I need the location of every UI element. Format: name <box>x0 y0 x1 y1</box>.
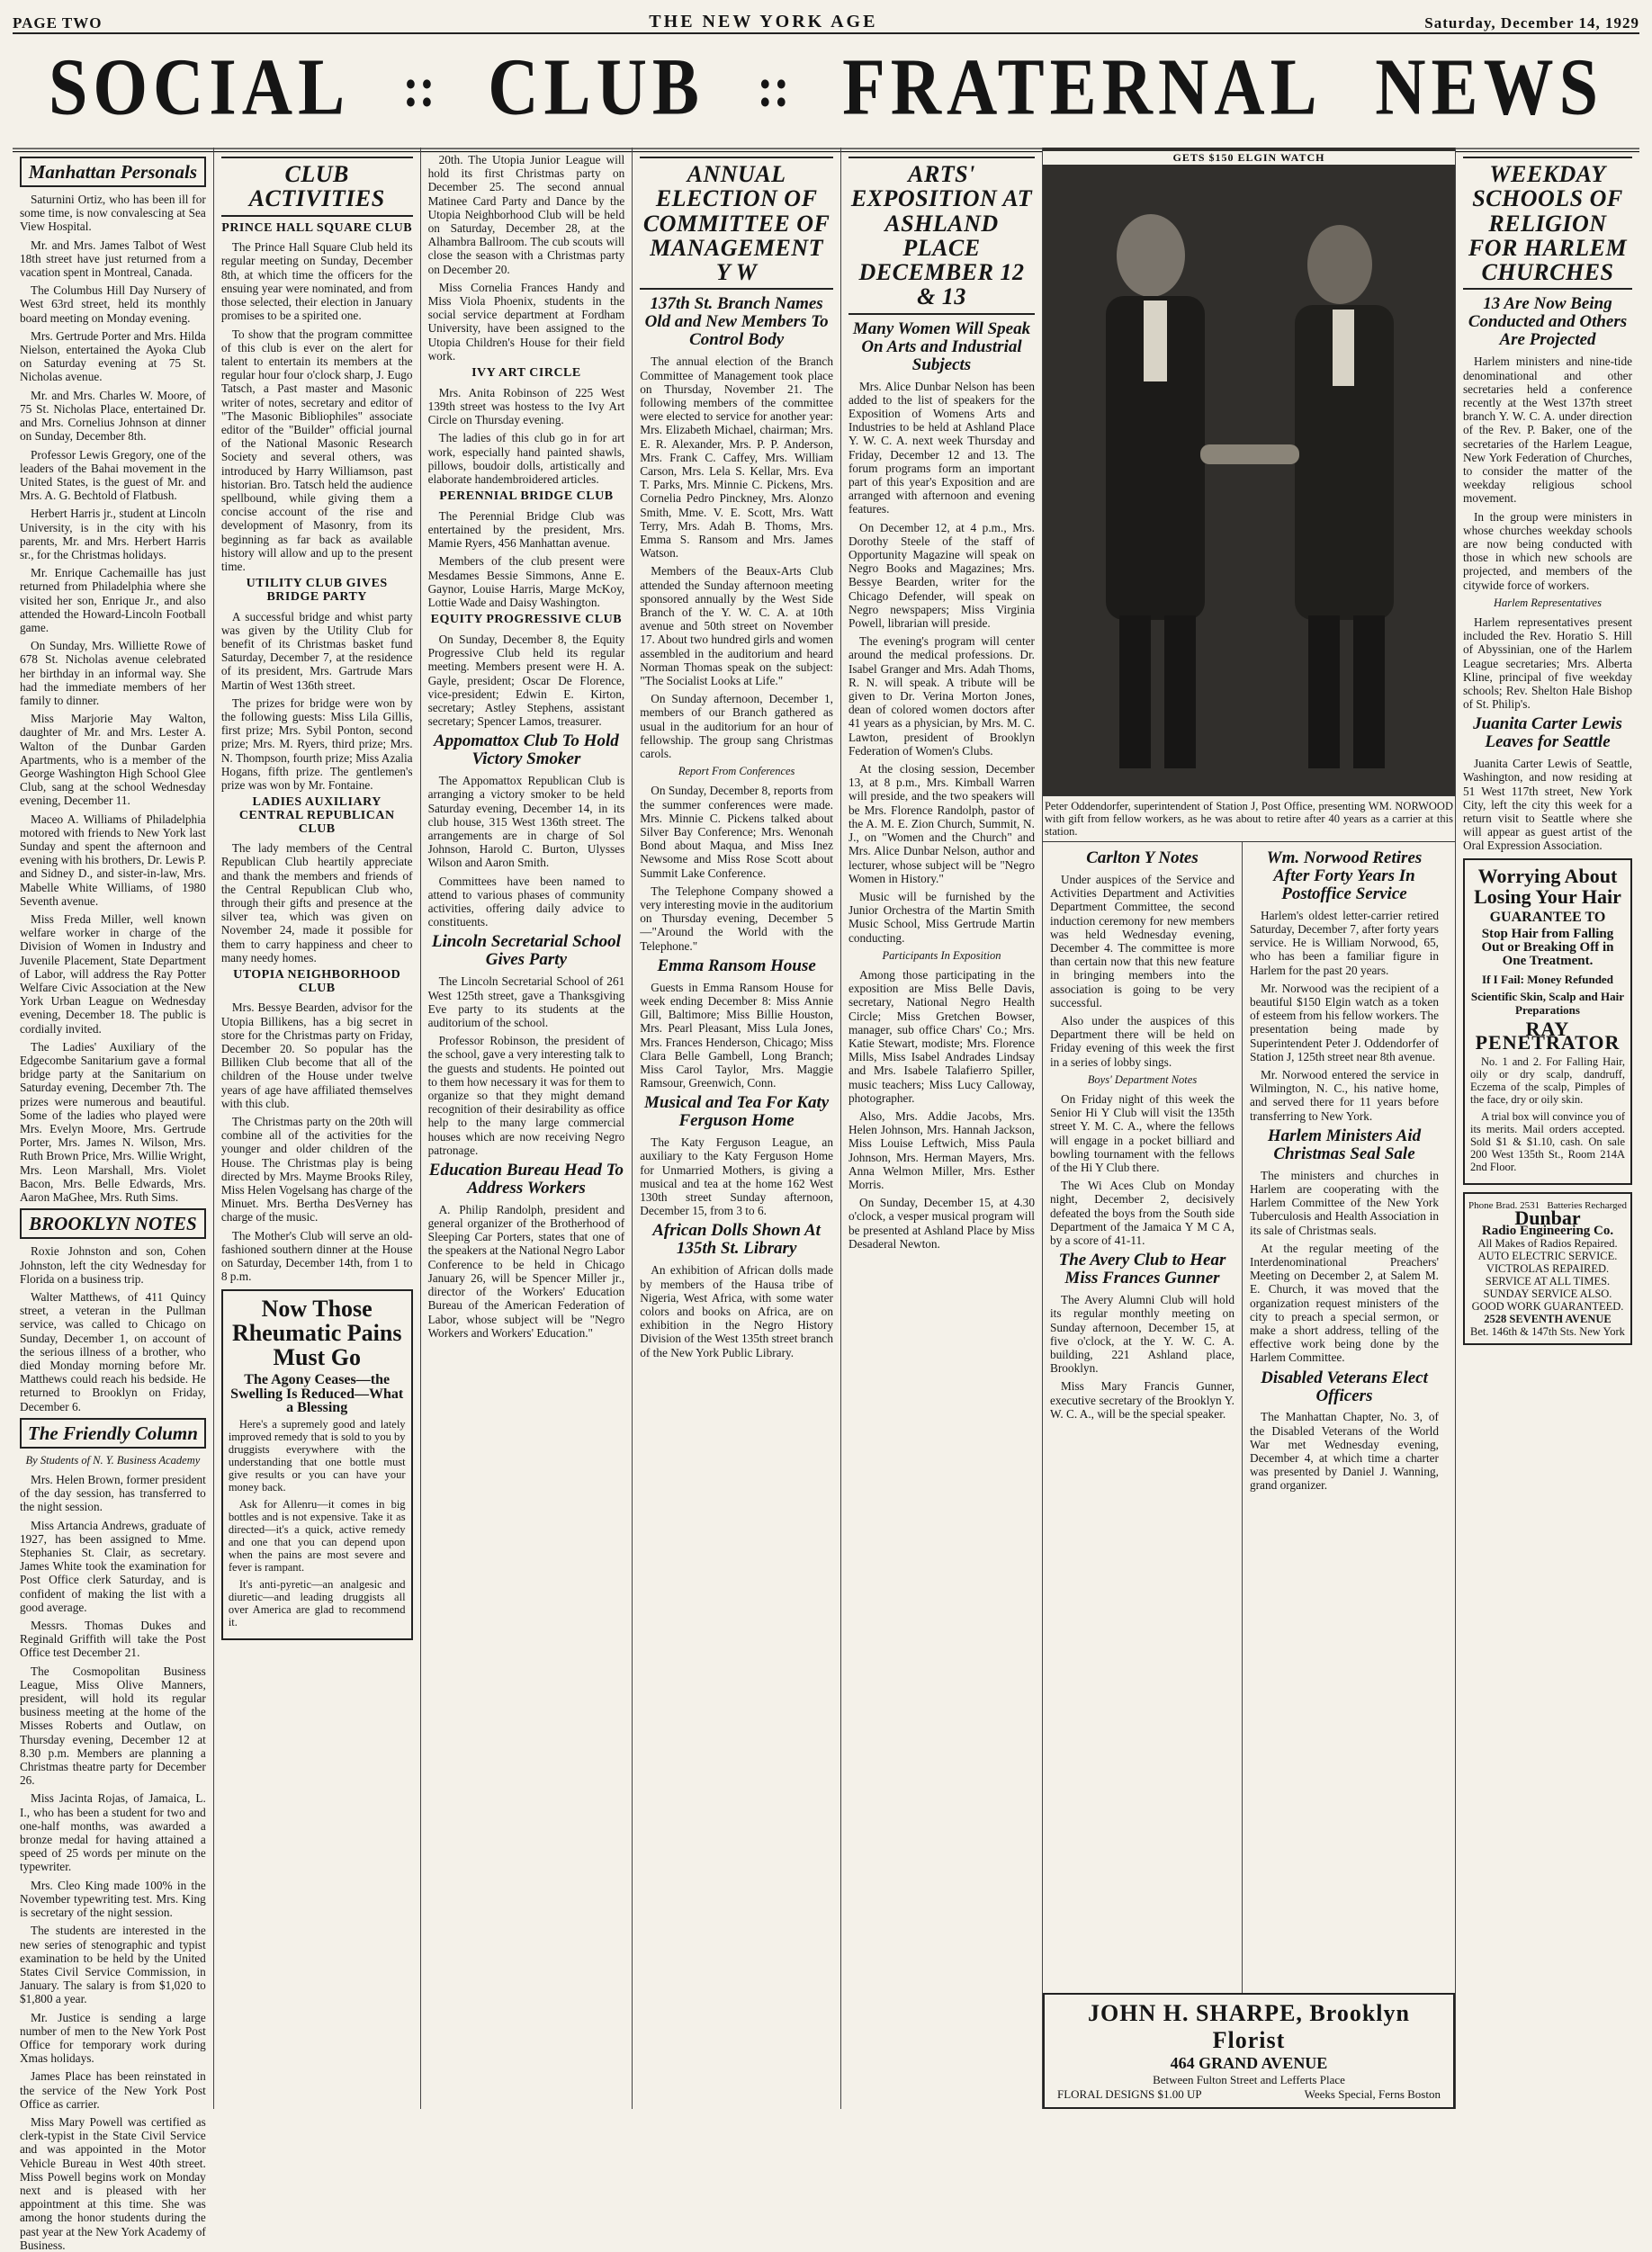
article-paragraph: The annual election of the Branch Committee of Management took place on Thursday, November 21. The following members of the committee were elected to service for another year: Mrs. Elizabeth Michael, chairman; Mrs. E. R. Alexander, Mrs. P. P. Anderson, Mrs. Frank C. Caffey, Mrs. William Carson, Mrs. Lela S. Kellar, Mrs. Eva T. Parks, Mrs. Minnie C. Pickens, Mrs. Cornelia Pedro Pinckney, Mrs. Alonzo Smith, Mme. V. E. Scott, Mrs. Watt Terry, Mrs. Adah B. Thoms, Mrs. Emma S. Ransom and Mrs. James Watson. <box>640 354 833 561</box>
ad-paragraph: A trial box will convince you of its merits. Mail orders accepted. Sold $1 & $1.10, cash. On sale 200 West 135th St., Room 214A 2nd Floor. <box>1469 1109 1625 1173</box>
florist-address: 464 GRAND AVENUE <box>1170 2054 1328 2072</box>
headline-juanita-carter-lewis: Juanita Carter Lewis Leaves for Seattle <box>1473 714 1622 752</box>
article-paragraph: Harlem representatives present included the Rev. Horatio S. Hill of Abyssinian, one of the Harlem League secretaries; Mrs. Alberta Kline, principal of five weekday schools; Rev. Shelton Hale Bishop of St. Philip's. <box>1462 615 1632 712</box>
banner-word-fraternal: FRATERNAL <box>842 41 1323 132</box>
article-paragraph: Juanita Carter Lewis of Seattle, Washington, and now residing at 51 West 117th street, New York City, left the city this week for a return visit to Seattle where she will appear as guest artist of the Oral Expression Association. <box>1462 757 1632 853</box>
florist-name: JOHN H. SHARPE, Brooklyn Florist <box>1088 2000 1410 2053</box>
newspaper-page <box>13 4 1639 2252</box>
headline-appomattox-club: Appomattox Club To Hold Victory Smoker <box>434 731 619 769</box>
ad-cross-streets: Bet. 146th & 147th Sts. New York <box>1470 1324 1625 1338</box>
subhead-participants: Participants In Exposition <box>882 948 1001 962</box>
florist-location: Between Fulton Street and Lefferts Place <box>1153 2073 1345 2086</box>
florist-offer-right: Weeks Special, Ferns Boston <box>1304 2087 1441 2101</box>
banner-word-social: SOCIAL <box>49 41 351 132</box>
article-paragraph: The Cosmopolitan Business League, Miss Olive Manners, president, will hold its regular business meeting at the home of the Misses Roberts and Outlaw, on Thursday evening, December 12 at 8.30 p.m. Members are planning a Christmas theatre party for December 26. <box>20 1664 206 1788</box>
headline-norwood-retires: Wm. Norwood Retires After Forty Years In Postoffice Service <box>1266 848 1423 903</box>
subhead-equity-progressive: EQUITY PROGRESSIVE CLUB <box>430 613 623 627</box>
article-paragraph: A successful bridge and whist party was given by the Utility Club for benefit of its Christmas basket fund Saturday, December 7, at the residence of its president, Mrs. Gartrude Mars Martin of West 136th street. <box>220 609 413 692</box>
headline-manhattan-personals: Manhattan Personals <box>20 157 206 187</box>
column-2 <box>214 148 421 2109</box>
ad-phone: Phone Brad. 2531 <box>1468 1199 1540 1211</box>
subheadline-many-women: Many Women Will Speak On Arts and Industrial Subjects <box>852 319 1031 374</box>
headline-african-dolls: African Dolls Shown At 135th St. Library <box>652 1221 821 1259</box>
article-paragraph: The Christmas party on the 20th will combine all of the activities for the younger and older children of the House. The Christmas play is being directed by Mrs. Mayme Brooks Riley, Miss Helen Vogelsang has charge of the Minuet. Mrs. Bertha DesVerney has charge of the music. <box>220 1115 413 1225</box>
article-paragraph: Miss Mary Powell was certified as clerk-typist in the State Civil Service and was appointed in the Motor Vehicle Bureau in West 40th street. Miss Powell begins work on Monday next and is pleased with her appointment at this time. She was among the honor students during the past year at the New York Academy of Business. <box>20 2114 206 2252</box>
article-paragraph: Also under the auspices of this Department there will be held on Friday evening of this week the first in a series of lobby sings. <box>1049 1013 1235 1069</box>
handshake-shape <box>1200 444 1299 464</box>
subhead-ivy-art-circle: IVY ART CIRCLE <box>471 366 581 381</box>
ad-address: 2528 SEVENTH AVENUE <box>1484 1312 1612 1325</box>
subhead-perennial-bridge: PERENNIAL BRIDGE CLUB <box>439 489 614 504</box>
article-paragraph: Guests in Emma Ransom House for week ending December 8: Miss Annie Gill, Baltimore; Miss Billie Houston, Mrs. Pearl Pleasant, Miss Lula Jones, Mrs. Frances Henderson, Chicago; Miss Clara Belle Gambell, Long Branch; Miss Carol Taylor, Mrs. Maggie Ramsour, Greenwich, Conn. <box>640 980 833 1090</box>
article-paragraph: The students are interested in the new series of stenographic and typist examination to be held by the United States Civil Service Commission, in January. The salary is from $1,020 to $1,800 a year. <box>20 1924 206 2006</box>
article-paragraph: On Sunday, Mrs. Williette Rowe of 678 St. Nicholas avenue celebrated her birthday in an informal way. She had the immediate members of her family to dinner. <box>20 639 206 707</box>
article-paragraph: The ministers and churches in Harlem are cooperating with the Harlem Committee of the New York Tuberculosis and Health Association in its sale of Christmas seals. <box>1249 1168 1439 1237</box>
article-paragraph: The Katy Ferguson League, an auxiliary to the Katy Ferguson Home for Unmarried Mothers, is giving a musical and tea at the home 162 West 130th street Sunday afternoon, December 15, from 3 to 6. <box>640 1135 833 1218</box>
subhead-utility-club: UTILITY CLUB GIVES BRIDGE PARTY <box>246 577 388 604</box>
article-paragraph: The Lincoln Secretarial School of 261 West 125th street, gave a Thanksgiving Eve party to its students at the auditorium of the school. <box>427 974 625 1029</box>
article-paragraph: Professor Lewis Gregory, one of the leaders of the Bahai movement in the United States, is the guest of Mr. and Mrs. A. G. Bechtold of Flatbush. <box>20 447 206 503</box>
article-paragraph: The ladies of this club go in for art work, especially hand painted shawls, pillows, boudoir dolls, artistically and elaborate handembroidered articles. <box>427 431 625 486</box>
article-paragraph: Committees have been named to attend to various phases of community activities, offering daily advice to constituents. <box>427 874 625 929</box>
headline-katy-ferguson: Musical and Tea For Katy Ferguson Home <box>644 1093 830 1131</box>
article-paragraph: Messrs. Thomas Dukes and Reginald Griffith will take the Post Office test December 21. <box>20 1619 206 1660</box>
article-paragraph: On December 12, at 4 p.m., Mrs. Dorothy Steele of the staff of Opportunity Magazine will speak on Negro Books and Magazines; Mrs. Bessye Bearden, writer for the Chicago Defender, will speak on Negro newspapers; Miss Virginia Powell, librarian will preside. <box>848 520 1035 631</box>
article-paragraph: At the regular meeting of the Interdenominational Preachers' Meeting on December 2, at Salem M. E. Church, it was moved that the organization request ministers of the city to preach a special sermon, or make a short address, telling of the effective work being done by the Harlem Committee. <box>1249 1241 1439 1365</box>
florist-offer-left: FLORAL DESIGNS $1.00 UP <box>1056 2087 1202 2101</box>
article-paragraph: On Sunday, December 15, at 4.30 o'clock, a vesper musical program will be presented at Ashland Place by Miss Desaderal Newton. <box>848 1196 1035 1251</box>
article-paragraph: The lady members of the Central Republican Club heartily appreciate and thank the members and friends of the Central Republican Club who, through their gifts and presence at the silver tea, which was given on November 24, made it possible for them to carry happiness and cheer to many needy homes. <box>220 841 413 965</box>
column-6 <box>1043 842 1243 2012</box>
article-paragraph: The Manhattan Chapter, No. 3, of the Disabled Veterans of the World War met Wednesday evening, December 4, at which time a charter was presented by Daniel J. Wanning, grand organizer. <box>1249 1410 1439 1493</box>
headline-carlton-y-notes: Carlton Y Notes <box>1086 848 1199 867</box>
headline-weekday-schools: WEEKDAY SCHOOLS OF RELIGION FOR HARLEM CHURCHES <box>1463 157 1632 290</box>
article-paragraph: Mrs. Cleo King made 100% in the November typewriting test. Mrs. King is secretary of the night session. <box>20 1878 206 1920</box>
banner-word-club: CLUB <box>488 41 705 132</box>
ad-product-name: RAY PENETRATOR <box>1475 1018 1621 1054</box>
headline-emma-ransom-house: Emma Ransom House <box>657 956 816 975</box>
masthead: THE NEW YORK AGE <box>649 12 878 31</box>
ad-paragraph: No. 1 and 2. For Falling Hair, oily or dry scalp, dandruff, Eczema of the scalp, Pimples of the face, dry or oily skin. <box>1469 1054 1625 1106</box>
ad-refund: If I Fail: Money Refunded <box>1482 972 1613 986</box>
ad-paragraph: Here's a supremely good and lately improved remedy that is sold to you by druggists everywhere with the understanding that one bottle must give results or you can have your money back. <box>228 1418 406 1494</box>
article-paragraph: Roxie Johnston and son, Cohen Johnston, left the city Wednesday for Florida on a business trip. <box>20 1244 206 1286</box>
article-paragraph: The Prince Hall Square Club held its regular meeting on Sunday, December 8th, at which time the officers for the ensuing year were nominated, and from those selected, their election in January promises to be a spirited one. <box>220 240 413 323</box>
column-1 <box>13 148 214 2252</box>
article-paragraph: Mrs. Anita Robinson of 225 West 139th street was hostess to the Ivy Art Circle on Thursday evening. <box>427 385 625 427</box>
article-paragraph: Maceo A. Williams of Philadelphia motored with friends to New York last Sunday and spent the afternoon and evening with his brothers, Dr. Lewis P. and Sidney D., and sister-in-law, Mrs. Mabelle White Williams, of 1980 Seventh avenue. <box>20 812 206 908</box>
article-paragraph: Miss Freda Miller, well known welfare worker in charge of the Division of Women in Industry and Juvenile Placement, State Department of Labor, will address the Ray Potter Welfare Civic Association at the New York Urban League on Wednesday evening, December 18. The public is cordially invited. <box>20 912 206 1036</box>
article-paragraph: Walter Matthews, of 411 Quincy street, a veteran in the Pullman service, was called to Chicago on Sunday, December 1, on account of the serious illness of a brother, who died Monday morning before Mr. Matthews could reach his bedside. He returned to Brooklyn on Friday, December 6. <box>20 1289 206 1413</box>
article-paragraph: On Sunday afternoon, December 1, members of our Branch gathered as usual in the auditorium for an hour of fellowship. The group sang Christmas carols. <box>640 692 833 760</box>
florist-offers <box>1048 2087 1450 2102</box>
subheadline-13-conducted: 13 Are Now Being Conducted and Others Are Projected <box>1468 294 1628 350</box>
news-photo <box>1043 148 1455 796</box>
article-paragraph: Miss Marjorie May Walton, daughter of Mr. and Mrs. Lester A. Walton of the Dunbar Garden Apartments, who is a member of the George Washington High School Glee Club, sang at the school Wednesday evening, December 11. <box>20 712 206 808</box>
article-paragraph: Miss Jacinta Rojas, of Jamaica, L. I., who has been a student for two and one-half months, was awarded a bronze medal for having attained a speed of 25 words per minute on the typewriter. <box>20 1791 206 1874</box>
photo-two-men-shaking-hands <box>1043 148 1455 795</box>
article-paragraph: Music will be furnished by the Junior Orchestra of the Martin Smith Music School, Miss Gertrude Martin conducting. <box>848 889 1035 945</box>
article-paragraph: The Appomattox Republican Club is arranging a victory smoker to be held Saturday evening, December 14, in its club house, 315 West 136th street. The arrangements are in charge of Sol Johnson, Harold C. Burton, Ulysses Wilson and Aaron Smith. <box>427 774 625 870</box>
photo-title: GETS $150 ELGIN WATCH <box>1043 151 1455 165</box>
column-3 <box>421 148 633 2109</box>
subhead-prince-hall: PRINCE HALL SQUARE CLUB <box>221 220 413 235</box>
article-paragraph: Miss Cornelia Frances Handy and Miss Viola Phoenix, students in the social service department at Fordham University, have been assigned to the Utopia Children's House for their field work. <box>427 280 625 363</box>
photo-caption: Peter Oddendorfer, superintendent of Station J, Post Office, presenting WM. NORWOOD with gift from fellow workers, as he was about to retire after 40 years as a carrier at this station. <box>1043 796 1455 842</box>
article-paragraph: In the group were ministers in whose churches weekday schools are now being conducted with those in which new schools are projected, and members of the citywide force of workers. <box>1462 509 1632 592</box>
headline-disabled-veterans: Disabled Veterans Elect Officers <box>1261 1368 1428 1405</box>
article-paragraph: The Ladies' Auxiliary of the Edgecombe Sanitarium gave a formal bridge party at the Sanitarium on Saturday evening, December 7th. The prizes were numerous and beautiful. Some of the ladies who played were Mrs. Evelyn Moore, Mrs. Gertrude Porter, Mrs. James N. Wilson, Mrs. Ruth Brown Price, Mrs. Willie Wright, Mrs. Leon Marshall, Mrs. Violet Bacon, Mrs. Belle Edwards, Mrs. Aaron MaGhee, Mrs. Ruth Sims. <box>20 1039 206 1205</box>
article-paragraph: 20th. The Utopia Junior League will hold its first Christmas party on December 25. The second annual Matinee Card Party and Dance by the Utopia Neighborhood Club will be held on Saturday, December 28, at the Alhambra Ballroom. The cub scouts will close the season with a Christmas party on December 20. <box>427 153 625 276</box>
article-paragraph: The Mother's Club will serve an old-fashioned southern dinner at the House on Saturday, December 14th, from 1 to 8 p.m. <box>220 1228 413 1284</box>
issue-date: Saturday, December 14, 1929 <box>1424 14 1639 31</box>
article-paragraph: Saturnini Ortiz, who has been ill for some time, is now convalescing at Sea View Hospital. <box>20 193 206 234</box>
ad-subhead: The Agony Ceases—the Swelling Is Reduced—What a Blessing <box>230 1372 404 1415</box>
ad-company-sub: Radio Engineering Co. <box>1481 1223 1614 1238</box>
article-paragraph: Mrs. Gertrude Porter and Mrs. Hilda Nielson, entertained the Ayoka Club on Saturday evening at 75 St. Nicholas avenue. <box>20 328 206 384</box>
article-paragraph: Miss Artancia Andrews, graduate of 1927, has been assigned to Mme. Stephanies St. Clair, as secretary. James White took the examination for Post Office clerk Saturday, and is confident of making the list with a good average. <box>20 1518 206 1614</box>
column-8 <box>1456 148 1639 2109</box>
photo-and-right-columns <box>1043 148 1455 2109</box>
article-paragraph: On Sunday, December 8, the Equity Progressive Club held its regular meeting. Members present were H. A. Gayle, president; Oscar De Florence, vice-president; Edwin E. Kirton, secretary; Astley Stephens, assistant secretary; Spencer Lamos, treasurer. <box>427 632 625 729</box>
banner-separator: :: <box>757 56 790 119</box>
subhead-utopia-club: UTOPIA NEIGHBORHOOD CLUB <box>233 968 401 995</box>
advertisement-florist <box>1043 1993 1455 2109</box>
ad-headline: Worrying About Losing Your Hair <box>1474 864 1621 908</box>
article-paragraph: Harlem's oldest letter-carrier retired Saturday, December 7, after forty years service. He is William Norwood, 65, who has been a familiar figure in Harlem for the past 20 years. <box>1249 908 1439 977</box>
column-7 <box>1243 842 1446 2012</box>
headline-arts-exposition: ARTS' EXPOSITION AT ASHLAND PLACE DECEMBER 12 & 13 <box>848 157 1035 315</box>
article-paragraph: The Wi Aces Club on Monday night, December 2, decisively defeated the boys from the South side Department of the Jamaica Y M C A, by a score of 41-11. <box>1049 1179 1235 1248</box>
article-paragraph: Herbert Harris jr., student at Lincoln University, is in the city with his parents, Mr. and Mrs. Herbert Harris sr., for the Christmas holidays. <box>20 507 206 561</box>
article-paragraph: On Sunday, December 8, reports from the summer conferences were made. Mrs. Minnie C. Pickens talked about Silver Bay Conference; Mrs. Wenonah Bond about Maqua, and Miss Inez Newsome and Miss Rose Scott about Summit Lake Conference. <box>640 784 833 880</box>
article-paragraph: Mrs. Alice Dunbar Nelson has been added to the list of speakers for the Exposition of Womens Arts and Industries to be held at Ashland Place Y. W. C. A. next week Thursday and Friday, December 12 and 13. The forum programs form an important part of this year's Exposition and are arranged with afternoon and evening features. <box>848 379 1035 516</box>
lower-right-split <box>1043 842 1455 2012</box>
article-paragraph: At the closing session, December 13, at 8 p.m., Mrs. Kimball Warren will preside, and the two speakers will be Mrs. Florence Randolph, pastor of the A. M. E. Zion Church, Summit, N. J., on "Women and the Church" and Mrs. Alice Dunbar Nelson, author and lecturer, whose subject will be "Negro Women in History." <box>848 762 1035 885</box>
article-paragraph: On Friday night of this week the Senior Hi Y Club will visit the 135th street Y. M. C. A., where the fellows will engage in a pocket billiard and bowling tournament with the fellows of the Hi Y Club there. <box>1049 1091 1235 1174</box>
byline: By Students of N. Y. Business Academy <box>25 1453 201 1467</box>
headline-education-bureau: Education Bureau Head To Address Workers <box>428 1161 624 1198</box>
headline-club-activities: CLUB ACTIVITIES <box>221 157 413 217</box>
article-paragraph: Members of the club present were Mesdames Bessie Simmons, Anne E. Gaynor, Louise Harris, Marge McKoy, Lottie Wade and Daisy Washington. <box>427 554 625 610</box>
ad-guarantee: GUARANTEE TO <box>1489 909 1606 925</box>
article-paragraph: Miss Mary Francis Gunner, executive secretary of the Brooklyn Y. W. C. A., will be the special speaker. <box>1049 1379 1235 1421</box>
headline-brooklyn-notes: BROOKLYN NOTES <box>20 1208 206 1239</box>
ad-batteries: Batteries Recharged <box>1547 1199 1627 1211</box>
article-paragraph: Mrs. Helen Brown, former president of the day session, has transferred to the night session. <box>20 1473 206 1514</box>
article-paragraph: Mr. Enrique Cachemaille has just returned from Philadelphia where she visited her son, Enrique Jr., and also attended the Howard-Lincoln Football game. <box>20 566 206 634</box>
subhead-report-conferences: Report From Conferences <box>678 765 795 778</box>
subhead-boys-department: Boys' Department Notes <box>1087 1072 1198 1086</box>
article-paragraph: Mr. and Mrs. Charles W. Moore, of 75 St. Nicholas Place, entertained Dr. and Mrs. Cornelius Johnson at dinner on Sunday, December 8th. <box>20 388 206 444</box>
headline-lincoln-secretarial: Lincoln Secretarial School Gives Party <box>431 932 621 970</box>
article-paragraph: A. Philip Randolph, president and general organizer of the Brotherhood of Sleeping Car Porters, states that one of the speakers at the National Negro Labor Conference to be held in Chicago January 26, will be Spencer Miller jr., director of the Workers' Education Bureau of the American Federation of Labor, whose subject will be "Negro Workers and Workers' Education." <box>427 1202 625 1340</box>
article-paragraph: The Telephone Company showed a very interesting movie in the auditorium on Thursday evening, December 5—"Around the World with the Telephone." <box>640 884 833 953</box>
article-paragraph: To show that the program committee of this club is ever on the alert for talent to entertain its members at the regular hour four o'clock sharp, J. Eugo Tatsch, a Past master and Masonic writer of notes, secretary and editor of "The Masonic Bibliophiles" associate editor of the "Builder" official journal of the National Masonic Research Society and several others, was introduced by Harry Williamson, past historian. Bro. Tatsch held the audience spellbound, while giving them a concise account of the rise and development of Masonry, from its beginning as far back as available history will allow and up to the present time. <box>220 327 413 573</box>
article-paragraph: The Perennial Bridge Club was entertained by the president, Mrs. Mamie Ryers, 456 Manhattan avenue. <box>427 508 625 551</box>
article-paragraph: The prizes for bridge were won by the following guests: Miss Lila Gillis, first prize; Mrs. Sybil Ponton, second prize; Mrs. M. Ryers, third prize; Mrs. N. Thompson, fourth prize; Miss Azalia Hogans, fifth prize. The gentlemen's prize was won by Mr. Fontaine. <box>220 695 413 792</box>
article-paragraph: Under auspices of the Service and Activities Department and Activities Department Committee, the second induction ceremony for new members was held Wednesday evening, December 4. The committee is more than certain now that this new feature in bringing members into the association is going to be very successful. <box>1049 872 1235 1009</box>
center-spread <box>841 148 1456 2109</box>
ad-services: All Makes of Radios Repaired. AUTO ELECTRIC SERVICE. VICTROLAS REPAIRED. SERVICE AT ALL TIMES. SUNDAY SERVICE ALSO. GOOD WORK GUARANTEED. <box>1471 1236 1624 1313</box>
article-paragraph: The Columbus Hill Day Nursery of West 63rd street, held its monthly board meeting on Monday evening. <box>20 283 206 325</box>
article-paragraph: The Avery Alumni Club will hold its regular monthly meeting on Sunday afternoon, December 15, at five o'clock, at the Y. W. C. A. building, 221 Ashland place, Brooklyn. <box>1049 1293 1235 1376</box>
banner-separator: :: <box>402 56 435 119</box>
banner-word-news: NEWS <box>1375 41 1603 132</box>
article-paragraph: Mrs. Bessye Bearden, advisor for the Utopia Billikens, has a big secret in store for the Christmas party on Friday, December 20. So popular has the Billiken Club become that all of the children of the House under twelve years of age have affiliated themselves with this club. <box>220 1000 413 1110</box>
ad-preparations: Scientific Skin, Scalp and Hair Preparations <box>1470 989 1625 1018</box>
article-paragraph: The evening's program will center around the medical professions. Dr. Isabel Granger and Mrs. Adah Thoms, R. N. will speak. A tribute will be given to Dr. Verina Morton Jones, dean of colored women doctors after 41 years as a physician, by Mrs. M. C. Lawton, president of Brooklyn Federation of Women's Clubs. <box>848 634 1035 758</box>
headline-avery-club: The Avery Club to Hear Miss Frances Gunner <box>1058 1251 1226 1288</box>
headline-friendly-column: The Friendly Column <box>20 1418 206 1449</box>
ad-paragraph: Ask for Allenru—it comes in big bottles and is not expensive. Take it as directed—it's a quick, active remedy and one that you can depend upon when the pains are most severe and fever is rampant. <box>228 1498 406 1574</box>
article-paragraph: Mr. and Mrs. James Talbot of West 18th street have just returned from a vacation spent in Montreal, Canada. <box>20 238 206 280</box>
subhead-ladies-auxiliary: LADIES AUXILIARY CENTRAL REPUBLICAN CLUB <box>238 795 395 836</box>
advertisement-hair <box>1463 858 1632 1185</box>
column-4 <box>633 148 841 2109</box>
headline-ministers-aid: Harlem Ministers Aid Christmas Seal Sale <box>1267 1126 1422 1163</box>
article-paragraph: Members of the Beaux-Arts Club attended the Sunday afternoon meeting sponsored annually by the West Side Branch of the Y. W. C. A. at 10th avenue and 50th street on November 17. About two hundred girls and women assembled in the auditorium and heard Norman Thomas speak on the subject: "The Socialist Looks at Life." <box>640 564 833 687</box>
article-paragraph: Professor Robinson, the president of the school, gave a very interesting talk to the guests and students. He pointed out to them how necessary it was for them to organize so that they might demand recognition of their desirability as office help to the many large commercial houses which are now receiving Negro patronage. <box>427 1034 625 1157</box>
ad-headline: Rheumatic Pains Must Go <box>231 1319 402 1371</box>
subheadline-137th-branch: 137th St. Branch Names Old and New Members To Control Body <box>644 294 829 350</box>
article-paragraph: Mr. Norwood was the recipient of a beautiful $150 Elgin watch as a token of esteem from his fellow workers. The presentation being made by Superintendent Peter J. Oddendorfer of Station J, 125th street near 8th avenue. <box>1249 981 1439 1063</box>
column-5 <box>841 148 1043 2109</box>
article-paragraph: Among those participating in the exposition are Miss Belle Davis, secretary, National Negro Health Circle; Miss Gretchen Bowser, manager, sub office Chars' Co.; Mrs. Katie Stewart, modiste; Mrs. Florence Mills, Miss Isabel Andrades Lindsay and Mrs. Isabele Talafierro Spiller, music teachers; Miss Lucy Calloway, photographer. <box>848 967 1035 1105</box>
headline-annual-election: ANNUAL ELECTION OF COMMITTEE OF MANAGEMENT Y W <box>640 157 833 290</box>
subhead-harlem-representatives: Harlem Representatives <box>1493 596 1602 609</box>
ad-paragraph: It's anti-pyretic—an analgesic and diuretic—and leading druggists all over America are glad to recommend it. <box>228 1578 406 1628</box>
advertisement-dunbar-radio <box>1463 1192 1632 1345</box>
ad-headline: Now Those <box>261 1295 373 1322</box>
advertisement-rheumatic <box>221 1289 413 1641</box>
article-paragraph: Also, Mrs. Addie Jacobs, Mrs. Helen Johnson, Mrs. Hannah Jackson, Miss Louise Leftwich, Miss Paula Johnson, Mrs. Herman Mayers, Mrs. Anna Welmon Miller, Mrs. Esther Morris. <box>848 1108 1035 1191</box>
article-paragraph: Mr. Norwood entered the service in Wilmington, N. C., his native home, and served there for 11 years before transferring to New York. <box>1249 1068 1439 1123</box>
columns <box>13 148 1639 2252</box>
page-number: PAGE TWO <box>13 14 103 31</box>
article-paragraph: James Place has been reinstated in the service of the New York Post Office as carrier. <box>20 2069 206 2111</box>
ad-company-name: Dunbar <box>1514 1206 1581 1229</box>
ad-promise: Stop Hair from Falling Out or Breaking Off in One Treatment. <box>1481 927 1614 969</box>
article-paragraph: Mr. Justice is sending a large number of men to the New York Post Office for temporary work during Xmas holidays. <box>20 2010 206 2066</box>
center-split <box>841 148 1455 2109</box>
article-paragraph: Harlem ministers and nine-tide denominational and other secretaries held a conference recently at the West 137th street branch Y. W. C. A. under direction of the Rev. P. Baker, one of the secretaries of the Harlem League, New York Federation of Churches, to consider the matter of the weekday religious school movement. <box>1462 354 1632 506</box>
article-paragraph: An exhibition of African dolls made by members of the Hausa tribe of Nigeria, West Africa, with some water colors and books on Africa, are on exhibition in the Negro History Division of the West 135th street branch of the New York Public Library. <box>640 1263 833 1359</box>
section-banner <box>13 26 1639 152</box>
